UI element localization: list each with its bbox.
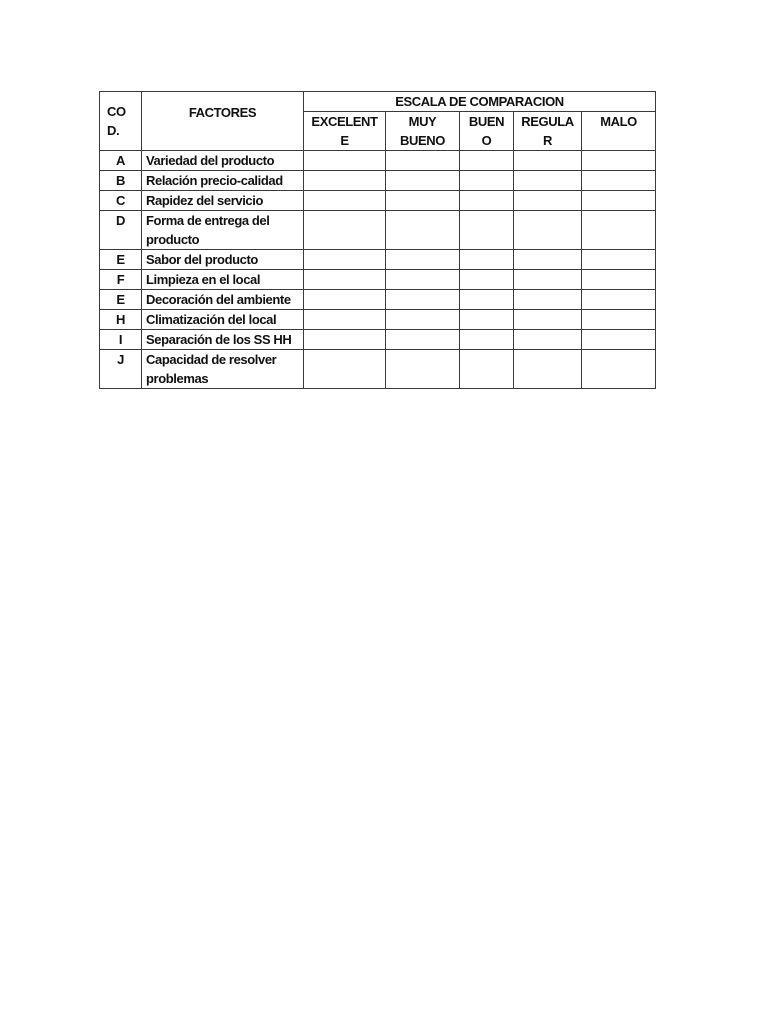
comparison-scale-table — [99, 91, 656, 389]
table-body — [100, 151, 656, 389]
factor-label: Rapidez del servicio — [142, 191, 304, 211]
rating-cell[interactable] — [582, 310, 656, 330]
rating-cell[interactable] — [582, 151, 656, 171]
table-row — [100, 171, 656, 191]
rating-cell[interactable] — [514, 191, 582, 211]
scale-col-bueno: BUEN O — [460, 112, 514, 151]
scale-col-regular: REGULA R — [514, 112, 582, 151]
rating-cell[interactable] — [514, 310, 582, 330]
rating-cell[interactable] — [304, 151, 386, 171]
rating-cell[interactable] — [304, 290, 386, 310]
factor-label: Separación de los SS HH — [142, 330, 304, 350]
factor-label: Sabor del producto — [142, 250, 304, 270]
rating-cell[interactable] — [460, 290, 514, 310]
scale-col-excelente: EXCELENT E — [304, 112, 386, 151]
factors-header: FACTORES — [142, 92, 304, 151]
table-row — [100, 250, 656, 270]
rating-cell[interactable] — [386, 250, 460, 270]
rating-cell[interactable] — [386, 270, 460, 290]
rating-cell[interactable] — [514, 270, 582, 290]
table-row — [100, 191, 656, 211]
rating-cell[interactable] — [386, 290, 460, 310]
table-row — [100, 350, 656, 389]
rating-cell[interactable] — [304, 350, 386, 389]
rating-cell[interactable] — [514, 250, 582, 270]
rating-cell[interactable] — [582, 211, 656, 250]
factor-label: Capacidad de resolver problemas — [142, 350, 304, 389]
rating-cell[interactable] — [514, 151, 582, 171]
factor-code: I — [100, 330, 142, 350]
factor-code: D — [100, 211, 142, 250]
factor-label: Relación precio-calidad — [142, 171, 304, 191]
rating-cell[interactable] — [582, 250, 656, 270]
rating-cell[interactable] — [582, 330, 656, 350]
rating-cell[interactable] — [386, 330, 460, 350]
rating-cell[interactable] — [460, 270, 514, 290]
scale-header: ESCALA DE COMPARACION — [304, 92, 656, 112]
factor-code: F — [100, 270, 142, 290]
rating-cell[interactable] — [514, 350, 582, 389]
factor-code: A — [100, 151, 142, 171]
rating-cell[interactable] — [582, 350, 656, 389]
rating-cell[interactable] — [386, 310, 460, 330]
factor-code: C — [100, 191, 142, 211]
rating-cell[interactable] — [304, 330, 386, 350]
rating-cell[interactable] — [582, 290, 656, 310]
factor-code: H — [100, 310, 142, 330]
rating-cell[interactable] — [460, 191, 514, 211]
rating-cell[interactable] — [514, 211, 582, 250]
rating-cell[interactable] — [460, 171, 514, 191]
rating-cell[interactable] — [460, 330, 514, 350]
header-row-top — [100, 92, 656, 112]
scale-col-malo: MALO — [582, 112, 656, 151]
rating-cell[interactable] — [514, 171, 582, 191]
cod-header: CO D. — [100, 92, 142, 151]
rating-cell[interactable] — [514, 330, 582, 350]
factor-label: Limpieza en el local — [142, 270, 304, 290]
table-row — [100, 330, 656, 350]
rating-cell[interactable] — [460, 211, 514, 250]
rating-cell[interactable] — [386, 151, 460, 171]
rating-cell[interactable] — [386, 350, 460, 389]
factor-label: Variedad del producto — [142, 151, 304, 171]
rating-cell[interactable] — [460, 151, 514, 171]
factor-label: Climatización del local — [142, 310, 304, 330]
rating-cell[interactable] — [514, 290, 582, 310]
factor-code: J — [100, 350, 142, 389]
table-row — [100, 270, 656, 290]
factor-label: Forma de entrega del producto — [142, 211, 304, 250]
factor-code: E — [100, 290, 142, 310]
table-row — [100, 290, 656, 310]
rating-cell[interactable] — [304, 211, 386, 250]
rating-cell[interactable] — [460, 350, 514, 389]
rating-cell[interactable] — [460, 250, 514, 270]
table-row — [100, 211, 656, 250]
rating-cell[interactable] — [582, 171, 656, 191]
rating-cell[interactable] — [304, 310, 386, 330]
rating-cell[interactable] — [304, 270, 386, 290]
rating-cell[interactable] — [386, 171, 460, 191]
rating-cell[interactable] — [304, 191, 386, 211]
table-row — [100, 310, 656, 330]
rating-cell[interactable] — [582, 191, 656, 211]
rating-cell[interactable] — [304, 250, 386, 270]
scale-col-muy-bueno: MUY BUENO — [386, 112, 460, 151]
rating-cell[interactable] — [582, 270, 656, 290]
factor-code: B — [100, 171, 142, 191]
factor-label: Decoración del ambiente — [142, 290, 304, 310]
factor-code: E — [100, 250, 142, 270]
rating-cell[interactable] — [386, 191, 460, 211]
table-row — [100, 151, 656, 171]
rating-cell[interactable] — [460, 310, 514, 330]
rating-cell[interactable] — [386, 211, 460, 250]
rating-cell[interactable] — [304, 171, 386, 191]
